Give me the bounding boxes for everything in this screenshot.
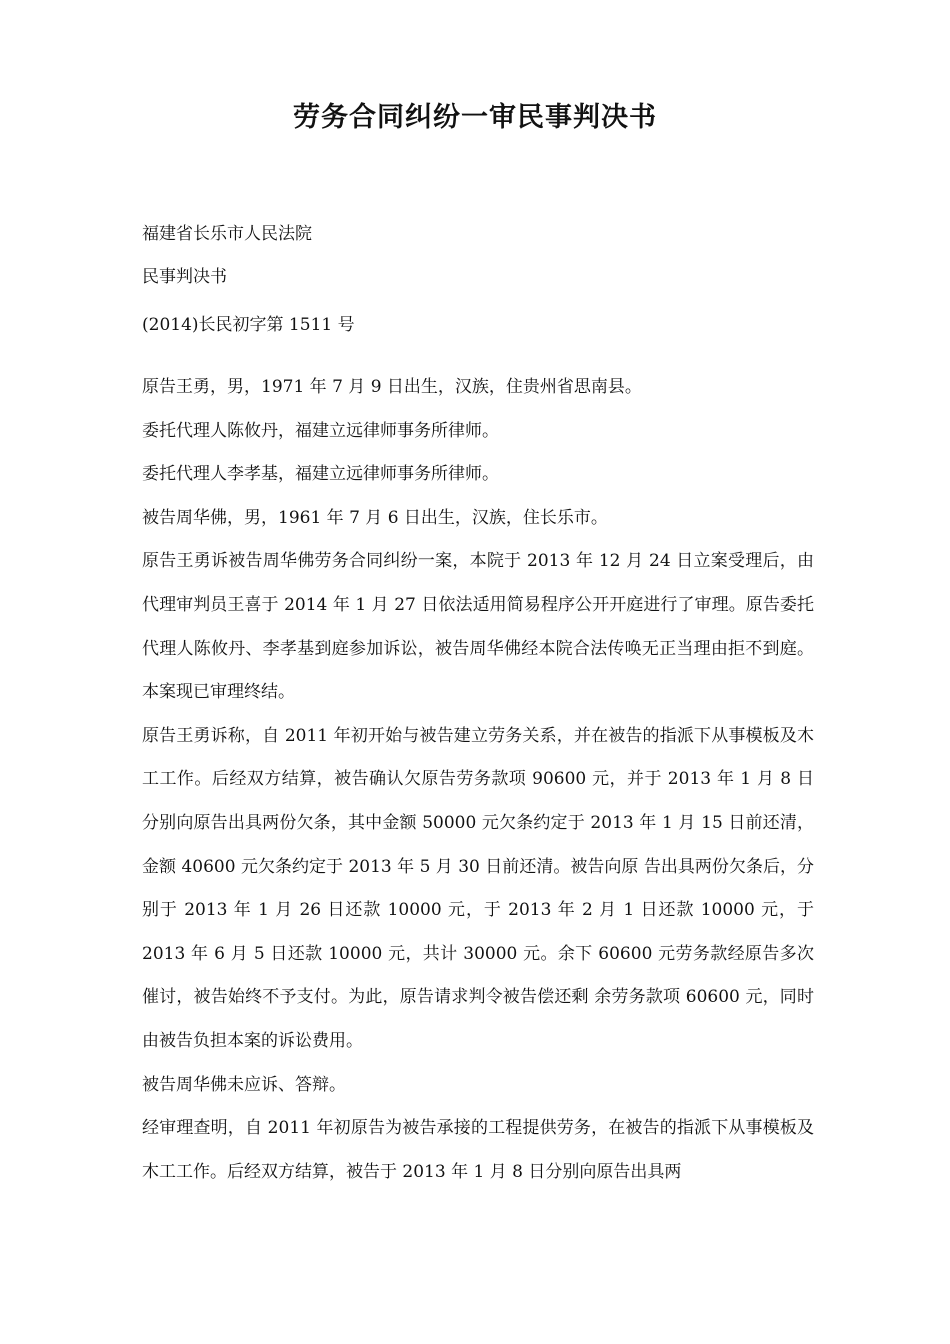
plaintiff-claim-paragraph: 原告王勇诉称，自 2011 年初开始与被告建立劳务关系，并在被告的指派下从事模板及木工工作。后经双方结算，被告确认欠原告劳务款项 90600 元，并于 2013 年 1 月 8 日分别向原告出具两份欠条，其中金额 50000 元欠条约定于 2013 年 1 月 15 日前还清，金额 40600 元欠条约定于 2013 年 5 月 30 日前还清。被告向原 告出具两份欠条后，分别于 2013 年 1 月 26 日还款 10000 元，于 2013 年 2 月 1 日还款 10000 元，于 2013 年 6 月 5 日还款 10000 元，共计 30000 元。余下 60600 元劳务款经原告多次催讨，被告始终不予支付。为此，原告请求判令被告偿还剩 余劳务款项 60600 元，同时由被告负担本案的诉讼费用。 bbox=[142, 725, 814, 1051]
plaintiff-agent-1: 委托代理人陈攸丹，福建立远律师事务所律师。 bbox=[142, 420, 499, 441]
defendant-info: 被告周华佛，男，1961 年 7 月 6 日出生，汉族，住长乐市。 bbox=[142, 507, 608, 528]
court-name: 福建省长乐市人民法院 bbox=[142, 224, 312, 244]
case-procedure-paragraph: 原告王勇诉被告周华佛劳务合同纠纷一案，本院于 2013 年 12 月 24 日立案受理后，由代理审判员王喜于 2014 年 1 月 27 日依法适用简易程序公开开庭进行了审理。原告委托代理人陈攸丹、李孝基到庭参加诉讼，被告周华佛经本院合法传唤无正当理由拒不到庭。本案现已审理终结。 bbox=[142, 551, 814, 703]
plaintiff-info: 原告王勇，男，1971 年 7 月 9 日出生，汉族，住贵州省思南县。 bbox=[142, 377, 642, 397]
document-type: 民事判决书 bbox=[142, 267, 227, 287]
plaintiff-agent-2: 委托代理人李孝基，福建立远律师事务所律师。 bbox=[142, 464, 499, 485]
defendant-response-paragraph: 被告周华佛未应诉、答辩。 bbox=[142, 1074, 346, 1095]
judgment-body bbox=[142, 366, 814, 1194]
facts-found-paragraph: 经审理查明，自 2011 年初原告为被告承接的工程提供劳务，在被告的指派下从事模板及木工工作。后经双方结算，被告于 2013 年 1 月 8 日分别向原告出具两 bbox=[142, 1118, 814, 1182]
document-title: 劳务合同纠纷一审民事判决书 bbox=[293, 102, 657, 133]
case-number: (2014)长民初字第 1511 号 bbox=[142, 315, 355, 335]
